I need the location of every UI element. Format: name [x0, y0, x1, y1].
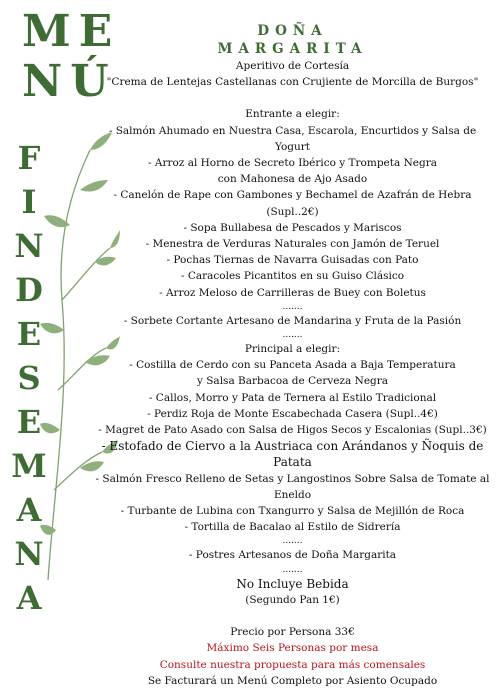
separator: ....... [282, 301, 303, 312]
main-item: y Salsa Barbacoa de Cerveza Negra [196, 375, 389, 388]
starters-title: Entrante a elegir: [245, 108, 340, 121]
vertical-letter: F [17, 139, 41, 177]
consult-note: Consulte nuestra propuesta para más comensales [159, 658, 426, 671]
main-item: - Turbante de Lubina con Txangurro y Salsa de Mejillón de Roca [120, 505, 465, 518]
separator: ....... [282, 330, 303, 341]
separator: ....... [282, 536, 303, 547]
price: Precio por Persona 33€ [230, 626, 355, 639]
vertical-letter: N [14, 535, 44, 573]
vertical-letter: A [16, 491, 42, 529]
vertical-letter: D [15, 271, 43, 309]
starter-item: - Caracoles Picantitos en su Guiso Clásico [180, 270, 405, 283]
main-item: - Salmón Fresco Relleno de Setas y Langostinos Sobre Salsa de Tomate al Eneldo [95, 472, 490, 501]
starter-item: - Arroz al Horno de Secreto Ibérico y Trompeta Negra [148, 157, 437, 170]
starter-item: - Canelón de Rape con Gambones y Bechamel de Azafrán de Hebra (Supl..2€) [113, 189, 472, 218]
drinks-note: No Incluye Bebida [236, 576, 349, 591]
vertical-letter: E [16, 403, 42, 441]
main-item: - Perdiz Roja de Monte Escabechada Casera (Supl..4€) [147, 407, 438, 420]
max-people-note: Máximo Seis Personas por mesa [206, 642, 379, 655]
vertical-letter: M [11, 447, 47, 485]
sorbet-item: - Sorbete Cortante Artesano de Mandarina y Fruta de la Pasión [123, 314, 462, 327]
brand-line-1: DOÑA [257, 23, 328, 39]
starter-item: - Salmón Ahumado en Nuestra Casa, Escarola, Encurtidos y Salsa de Yogurt [108, 124, 477, 153]
starter-item: - Pochas Tiernas de Navarra Guisadas con Pato [166, 254, 419, 267]
brand-line-2: MARGARITA [217, 41, 368, 57]
vertical-letter: A [16, 579, 42, 617]
menu-content [95, 22, 490, 689]
title-nu: NÚ [22, 56, 117, 107]
main-item: - Estofado de Ciervo a la Austriaca con Arándanos y Ñoquis de Patata [101, 439, 484, 470]
bread-note: (Segundo Pan 1€) [245, 593, 340, 606]
vertical-letter: I [21, 183, 37, 221]
courtesy-title: Aperitivo de Cortesía [235, 60, 350, 72]
title-me: ME [22, 6, 121, 57]
separator: ....... [282, 564, 303, 575]
starter-item: - Arroz Meloso de Carrilleras de Buey con Boletus [159, 286, 426, 299]
vertical-letter: N [14, 227, 44, 265]
main-item: - Magret de Pato Asado con Salsa de Higos Secos y Escalonias (Supl..3€) [98, 424, 487, 437]
main-item: - Costilla de Cerdo con su Panceta Asada a Baja Temperatura [129, 359, 456, 372]
main-item: - Tortilla de Bacalao al Estilo de Sidrería [184, 521, 401, 534]
main-item: - Callos, Morro y Pata de Ternera al Estilo Tradicional [148, 391, 437, 404]
starter-item: con Mahonesa de Ajo Asado [217, 173, 368, 186]
billing-note: Se Facturará un Menú Completo por Asiento Ocupado [147, 674, 438, 687]
courtesy-item: "Crema de Lentejas Castellanas con Crujiente de Morcilla de Burgos" [106, 76, 479, 89]
starter-item: - Sopa Bullabesa de Pescados y Mariscos [183, 221, 402, 234]
mains-title: Principal a elegir: [244, 343, 341, 356]
vertical-letter: S [17, 359, 41, 397]
dessert-item: - Postres Artesanos de Doña Margarita [188, 549, 397, 562]
vertical-title-findesemana [11, 136, 47, 620]
starter-item: - Menestra de Verduras Naturales con Jamón de Teruel [145, 238, 440, 251]
vertical-letter: E [16, 315, 42, 353]
